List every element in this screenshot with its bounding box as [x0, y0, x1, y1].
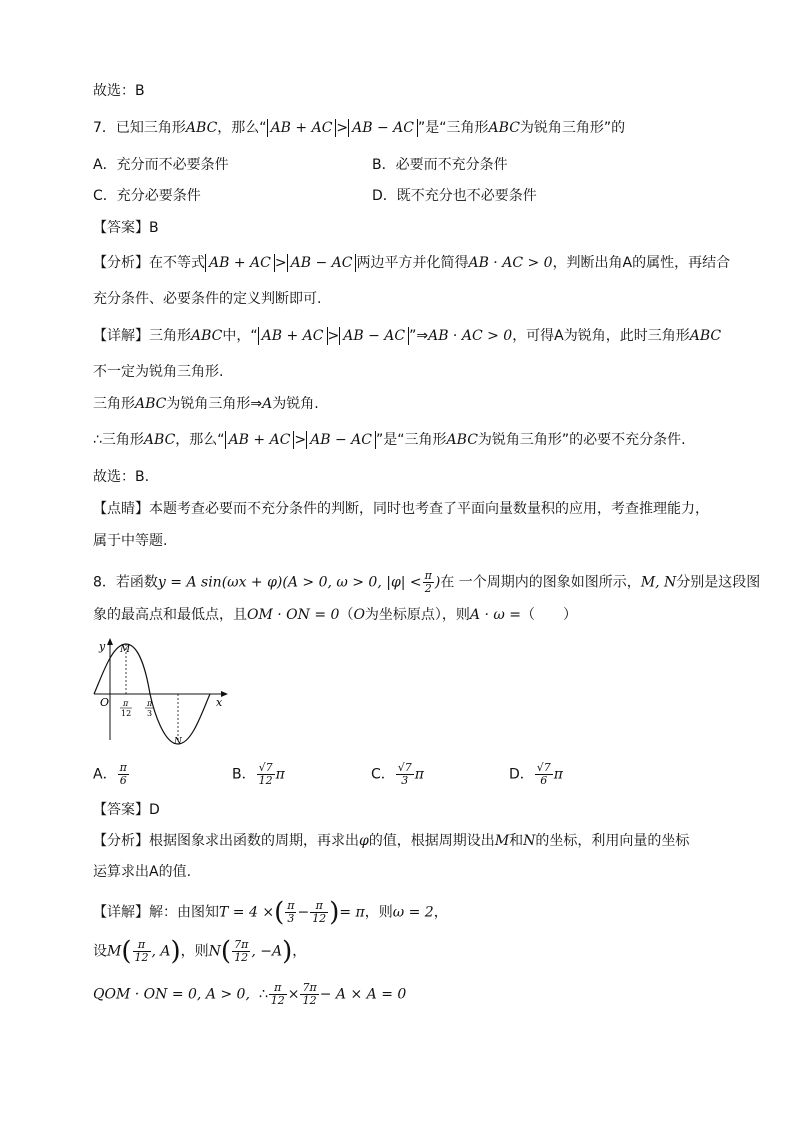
left-paren: ( [274, 897, 285, 928]
option-fraction [118, 762, 129, 787]
right-paren: ) [282, 936, 293, 967]
vector-sum-norm: AB + AC [258, 327, 328, 345]
angle-a: A [262, 396, 273, 412]
answer-value: D [149, 802, 160, 818]
q7-detail-line2: 不一定为锐角三角形. [93, 364, 224, 380]
detail-text: 设 [93, 943, 107, 960]
vector-sum-norm: AB + AC [205, 254, 275, 272]
previous-answer: 故选：B [93, 83, 145, 99]
triangle-name: ABC [446, 432, 478, 448]
detail-text: 为锐角三角形”的必要不充分条件. [477, 432, 686, 448]
times-sign: × [287, 986, 300, 1003]
fraction-denominator: 12 [258, 774, 273, 787]
left-paren: ( [121, 936, 132, 967]
detail-text: ，可得A为锐角，此时三角形 [512, 328, 690, 344]
option-text: 充分必要条件 [116, 188, 201, 204]
fraction-denominator: 12 [312, 912, 327, 925]
fraction-denominator: 3 [401, 774, 409, 787]
q7-detail-line4 [93, 430, 686, 450]
q7-option-c [93, 186, 201, 206]
dot-product-expr: AB · AC > 0 [428, 328, 513, 344]
q8-stem-text: 分别是这段图 [676, 574, 761, 591]
option-label: D． [509, 766, 534, 783]
q8-analysis-line1 [93, 831, 689, 851]
q7-stem-text: 7．已知三角形 [93, 120, 186, 136]
condition-expr: OM · ON = 0, A > 0, [104, 986, 250, 1003]
triangle-name: ABC [191, 328, 223, 344]
origin-label: O [100, 696, 110, 709]
greater-sign: > [336, 120, 349, 136]
analysis-text: 的值，根据周期设出 [368, 833, 495, 849]
q7-comment-line2: 属于中等题. [93, 533, 168, 549]
fraction-denominator: 6 [540, 774, 548, 787]
function-expr: y = A sin(ωx + φ)(A > 0, ω > 0, |φ| < [157, 574, 422, 591]
fraction-denominator: 12 [234, 951, 249, 964]
vector-diff-norm: AB − AC [339, 327, 409, 345]
min-point-label: N [174, 737, 182, 746]
q8-stem-text: 8．若函数 [93, 574, 158, 591]
fraction-numerator: π [287, 899, 295, 912]
fraction-numerator: √7 [258, 761, 273, 774]
q8-stem-line2 [93, 605, 577, 625]
period-expr: T = 4 × [219, 904, 275, 921]
fraction-pi-12 [133, 939, 151, 964]
fraction-numerator: 7π [234, 938, 249, 951]
analysis-text: 两边平方并化简得 [356, 255, 469, 271]
tick-pi-12-num: π [123, 699, 129, 708]
fraction-pi-12 [269, 982, 287, 1007]
q7-analysis-line2: 充分条件、必要条件的定义判断即可. [93, 291, 322, 307]
detail-text: 为锐角三角形⇒ [166, 396, 263, 412]
greater-sign: > [327, 328, 340, 344]
option-text: 必要而不充分条件 [395, 157, 508, 173]
comment-tag: 【点睛】 [93, 501, 149, 517]
origin-symbol: O [353, 607, 365, 623]
option-label: A． [93, 157, 117, 173]
analysis-tag: 【分析】 [93, 833, 149, 849]
equation-remainder: − A × A = 0 [319, 986, 407, 1003]
option-suffix: π [414, 766, 424, 783]
option-fraction [396, 762, 414, 787]
fraction-numerator: √7 [536, 761, 551, 774]
option-label: C． [93, 188, 117, 204]
point-n: N [523, 833, 536, 849]
detail-text: ， [292, 943, 307, 960]
coordinate-neg-a: , −A [251, 943, 283, 960]
fraction-7pi-12 [232, 939, 250, 964]
option-text: 充分而不必要条件 [116, 157, 229, 173]
point-n: N [208, 943, 221, 960]
q7-detail-line1 [93, 326, 721, 346]
sine-graph [92, 636, 242, 746]
q7-answer [93, 218, 159, 238]
x-axis-label: x [216, 696, 223, 709]
q7-option-d [372, 186, 537, 206]
q8-option-b [232, 762, 285, 787]
therefore-symbol: ∴ [258, 986, 268, 1003]
analysis-text: 在不等式 [149, 255, 205, 271]
greater-sign: > [294, 432, 307, 448]
q7-comment-line1 [93, 499, 709, 519]
fraction-denominator: 12 [134, 951, 149, 964]
left-paren: ( [220, 936, 232, 967]
q8-detail-line3 [93, 982, 406, 1007]
q8-detail-line1 [93, 897, 448, 928]
point-m: M [107, 943, 122, 960]
detail-text: 为锐角. [272, 396, 319, 412]
answer-blank: （ ） [520, 607, 577, 623]
option-label: B． [232, 766, 256, 783]
option-label: D． [372, 188, 397, 204]
triangle-name: ABC [185, 120, 218, 136]
answer-value: B [149, 220, 159, 236]
option-label: C． [371, 766, 395, 783]
fraction-denominator: 12 [270, 994, 285, 1007]
vector-sum-norm: AB + AC [225, 431, 295, 449]
fraction-numerator: π [119, 761, 127, 774]
y-axis-label: y [99, 640, 106, 653]
q7-option-b [372, 155, 508, 175]
fraction-numerator: π [133, 939, 151, 952]
q8-stem-text: 象的最高点和最低点，且 [93, 607, 247, 623]
analysis-text: 和 [509, 833, 524, 849]
dot-product-expr: AB · AC > 0 [468, 255, 553, 271]
option-fraction [535, 762, 553, 787]
q7-stem-text: ，那么“ [217, 120, 267, 136]
analysis-text: 的坐标，利用向量的坐标 [535, 833, 690, 849]
omega-value: ω = 2 [392, 904, 434, 921]
triangle-name: ABC [488, 120, 520, 136]
fraction-numerator: π [269, 982, 287, 995]
fraction-numerator: 7π [302, 981, 317, 994]
fraction-pi-3 [285, 900, 296, 925]
detail-text: ”⇒ [409, 328, 429, 344]
detail-tag: 【详解】 [93, 328, 149, 344]
fraction-denominator: 12 [302, 994, 317, 1007]
q7-stem [93, 118, 625, 138]
function-expr-close: ) [434, 574, 441, 591]
detail-text: ， [433, 904, 448, 921]
q7-analysis-line1 [93, 253, 730, 273]
y-axis-arrow [107, 638, 113, 645]
comment-text: 本题考查必要而不充分条件的判断，同时也考查了平面向量数量积的应用，考查推理能力， [149, 501, 709, 517]
fraction-7pi-12 [300, 982, 318, 1007]
a-omega-expr: A · ω = [469, 607, 521, 623]
detail-text: ”是“三角形 [376, 432, 447, 448]
minus-sign: − [297, 904, 310, 921]
answer-tag: 【答案】 [93, 220, 149, 236]
pi-over-2 [423, 570, 434, 595]
answer-tag: 【答案】 [93, 802, 149, 818]
q7-detail-line3 [93, 394, 319, 414]
tick-pi-3-num: π [147, 699, 153, 708]
q8-stem-text: 为坐标原点），则 [364, 607, 470, 623]
analysis-tag: 【分析】 [93, 255, 149, 271]
fraction-denominator: 2 [424, 582, 432, 595]
q8-stem-text: 在 一个周期内的图象如图所示， [440, 574, 641, 591]
right-paren: ) [329, 897, 340, 928]
tick-pi-3-den: 3 [147, 709, 153, 718]
option-text: 既不充分也不必要条件 [396, 188, 537, 204]
triangle-name: ABC [143, 432, 176, 448]
vector-diff-norm: AB − AC [306, 431, 376, 449]
option-suffix: π [275, 766, 285, 783]
q8-answer [93, 800, 160, 820]
vector-sum-norm: AB + AC [267, 119, 337, 137]
vector-diff-norm: AB − AC [348, 119, 418, 137]
detail-text: ，则 [180, 943, 209, 960]
fraction-denominator: 6 [119, 774, 127, 787]
max-point-label: M [120, 644, 131, 655]
period-value: = π [339, 904, 365, 921]
q7-stem-text: ”是“三角形 [418, 120, 489, 136]
analysis-text: 根据图象求出函数的周期，再求出 [149, 833, 359, 849]
triangle-name: ABC [689, 328, 722, 344]
q8-detail-line2 [93, 936, 307, 967]
coordinate-a: , A [151, 943, 171, 960]
triangle-name: ABC [135, 396, 167, 412]
analysis-text: ，判断出角A的属性，再结合 [552, 255, 731, 271]
point-m: M [494, 833, 510, 849]
fraction-numerator: π [310, 900, 328, 913]
vector-diff-norm: AB − AC [287, 254, 357, 272]
detail-text: 解：由图知 [149, 904, 219, 921]
q7-stem-text: 为锐角三角形”的 [519, 120, 626, 136]
detail-text: 中，“ [222, 328, 258, 344]
q7-option-a [93, 155, 229, 175]
greater-sign: > [274, 255, 287, 271]
fraction-numerator: √7 [397, 761, 412, 774]
q8-stem-text: （ [339, 607, 354, 623]
q8-option-c [371, 762, 424, 787]
phi-symbol: φ [359, 833, 369, 849]
points-mn: M, N [640, 574, 677, 591]
detail-text: 三角形 [93, 396, 135, 412]
detail-text: ∴三角形 [93, 432, 144, 448]
right-paren: ) [170, 936, 181, 967]
q8-option-d [509, 762, 563, 787]
detail-text: 三角形 [149, 328, 191, 344]
option-fraction [257, 762, 275, 787]
q8-stem-line1 [93, 570, 760, 595]
fraction-pi-12 [310, 900, 328, 925]
q8-analysis-line2: 运算求出A的值. [93, 864, 192, 880]
because-symbol: Q [93, 986, 105, 1003]
q8-option-a [93, 762, 130, 787]
option-label: A． [93, 766, 117, 783]
fraction-denominator: 3 [287, 912, 295, 925]
detail-text: ，那么“ [175, 432, 225, 448]
option-suffix: π [553, 766, 563, 783]
dot-product-expr: OM · ON = 0 [247, 607, 340, 623]
detail-text: ，则 [364, 904, 393, 921]
fraction-numerator: π [424, 569, 432, 582]
tick-pi-12-den: 12 [121, 709, 132, 718]
option-label: B． [372, 157, 396, 173]
q7-choose: 故选：B. [93, 469, 150, 485]
detail-tag: 【详解】 [93, 904, 149, 921]
